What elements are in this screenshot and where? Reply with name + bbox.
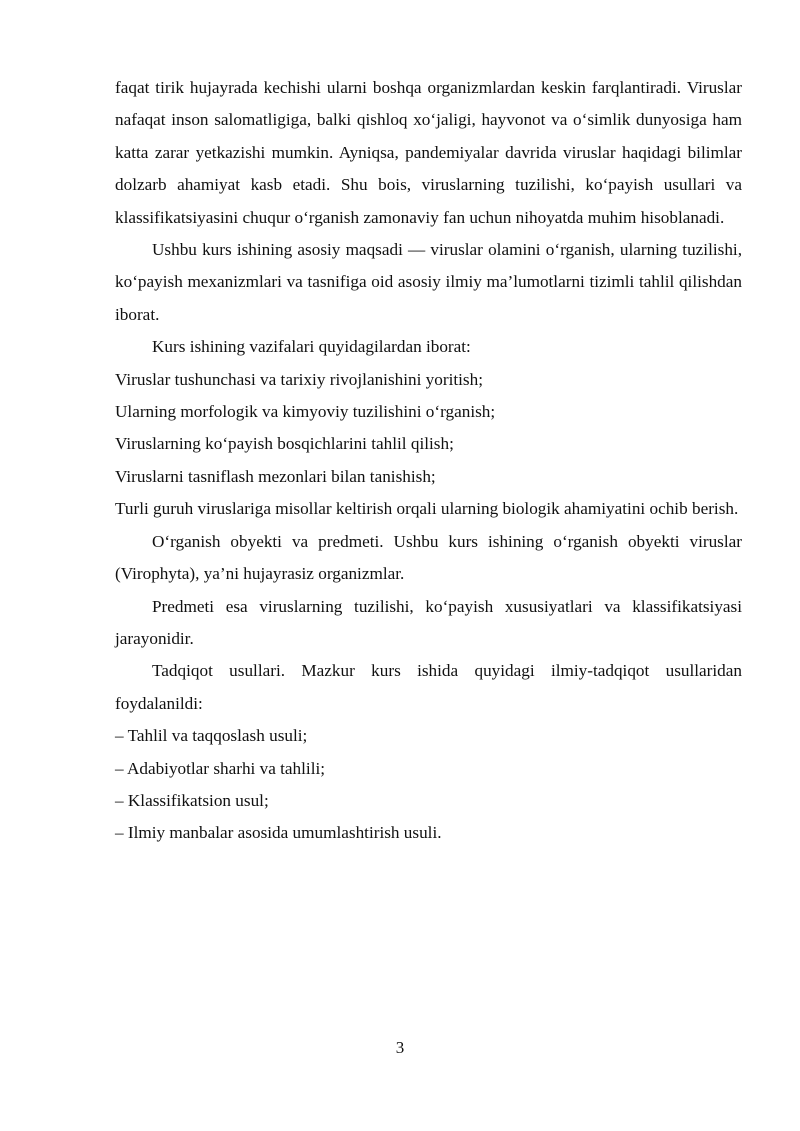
task-item: Turli guruh viruslariga misollar keltirish orqali ularning biologik ahamiyatini ochib berish. [115, 499, 739, 519]
intro-paragraph-continued: faqat tirik hujayrada kechishi ularni boshqa organizmlardan keskin farqlantiradi. Viruslar nafaqat inson salomatligiga, balki qishloq xo‘jaligi, hayvonot va o‘simlik dunyosiga ham katta zarar yetkazishi mumkin. Ayniqsa, pandemiyalar davrida viruslar haqidagi bilimlar dolzarb ahamiyat kasb etadi. Shu bois, viruslarning tuzilishi, ko‘payish usullari va klassifikatsiyasini chuqur o‘rganish zamonaviy fan uchun nihoyatda muhim hisoblanadi. [115, 78, 742, 227]
document-page [115, 72, 742, 850]
object-paragraph: O‘rganish obyekti va predmeti. Ushbu kurs ishining o‘rganish obyekti viruslar (Virophyta), ya’ni hujayrasiz organizmlar. [115, 531, 742, 584]
task-item: Viruslarni tasniflash mezonlari bilan tanishish; [115, 466, 436, 486]
subject-paragraph: Predmeti esa viruslarning tuzilishi, ko‘payish xususiyatlari va klassifikatsiyasi jarayonidir. [115, 596, 742, 648]
method-item: – Tahlil va taqqoslash usuli; [115, 726, 308, 746]
method-item: – Ilmiy manbalar asosida umumlashtirish usuli. [115, 823, 442, 843]
task-item: Ularning morfologik va kimyoviy tuzilishini o‘rganish; [115, 402, 496, 422]
method-item: – Adabiyotlar sharhi va tahlili; [115, 758, 326, 778]
method-item: – Klassifikatsion usul; [115, 790, 269, 810]
methods-paragraph: Tadqiqot usullari. Mazkur kurs ishida quyidagi ilmiy-tadqiqot usullaridan foydalanildi: [115, 661, 742, 713]
task-item: Viruslarning ko‘payish bosqichlarini tahlil qilish; [115, 434, 454, 454]
page-number: 3 [395, 1038, 405, 1057]
task-item: Viruslar tushunchasi va tarixiy rivojlanishini yoritish; [115, 369, 483, 389]
aim-paragraph: Ushbu kurs ishining asosiy maqsadi — viruslar olamini o‘rganish, ularning tuzilishi, ko‘payish mexanizmlari va tasnifiga oid asosiy ilmiy ma’lumotlarni tizimli tahlil qilishdan iborat. [115, 240, 742, 324]
tasks-heading-paragraph: Kurs ishining vazifalari quyidagilardan iborat: [152, 337, 471, 357]
